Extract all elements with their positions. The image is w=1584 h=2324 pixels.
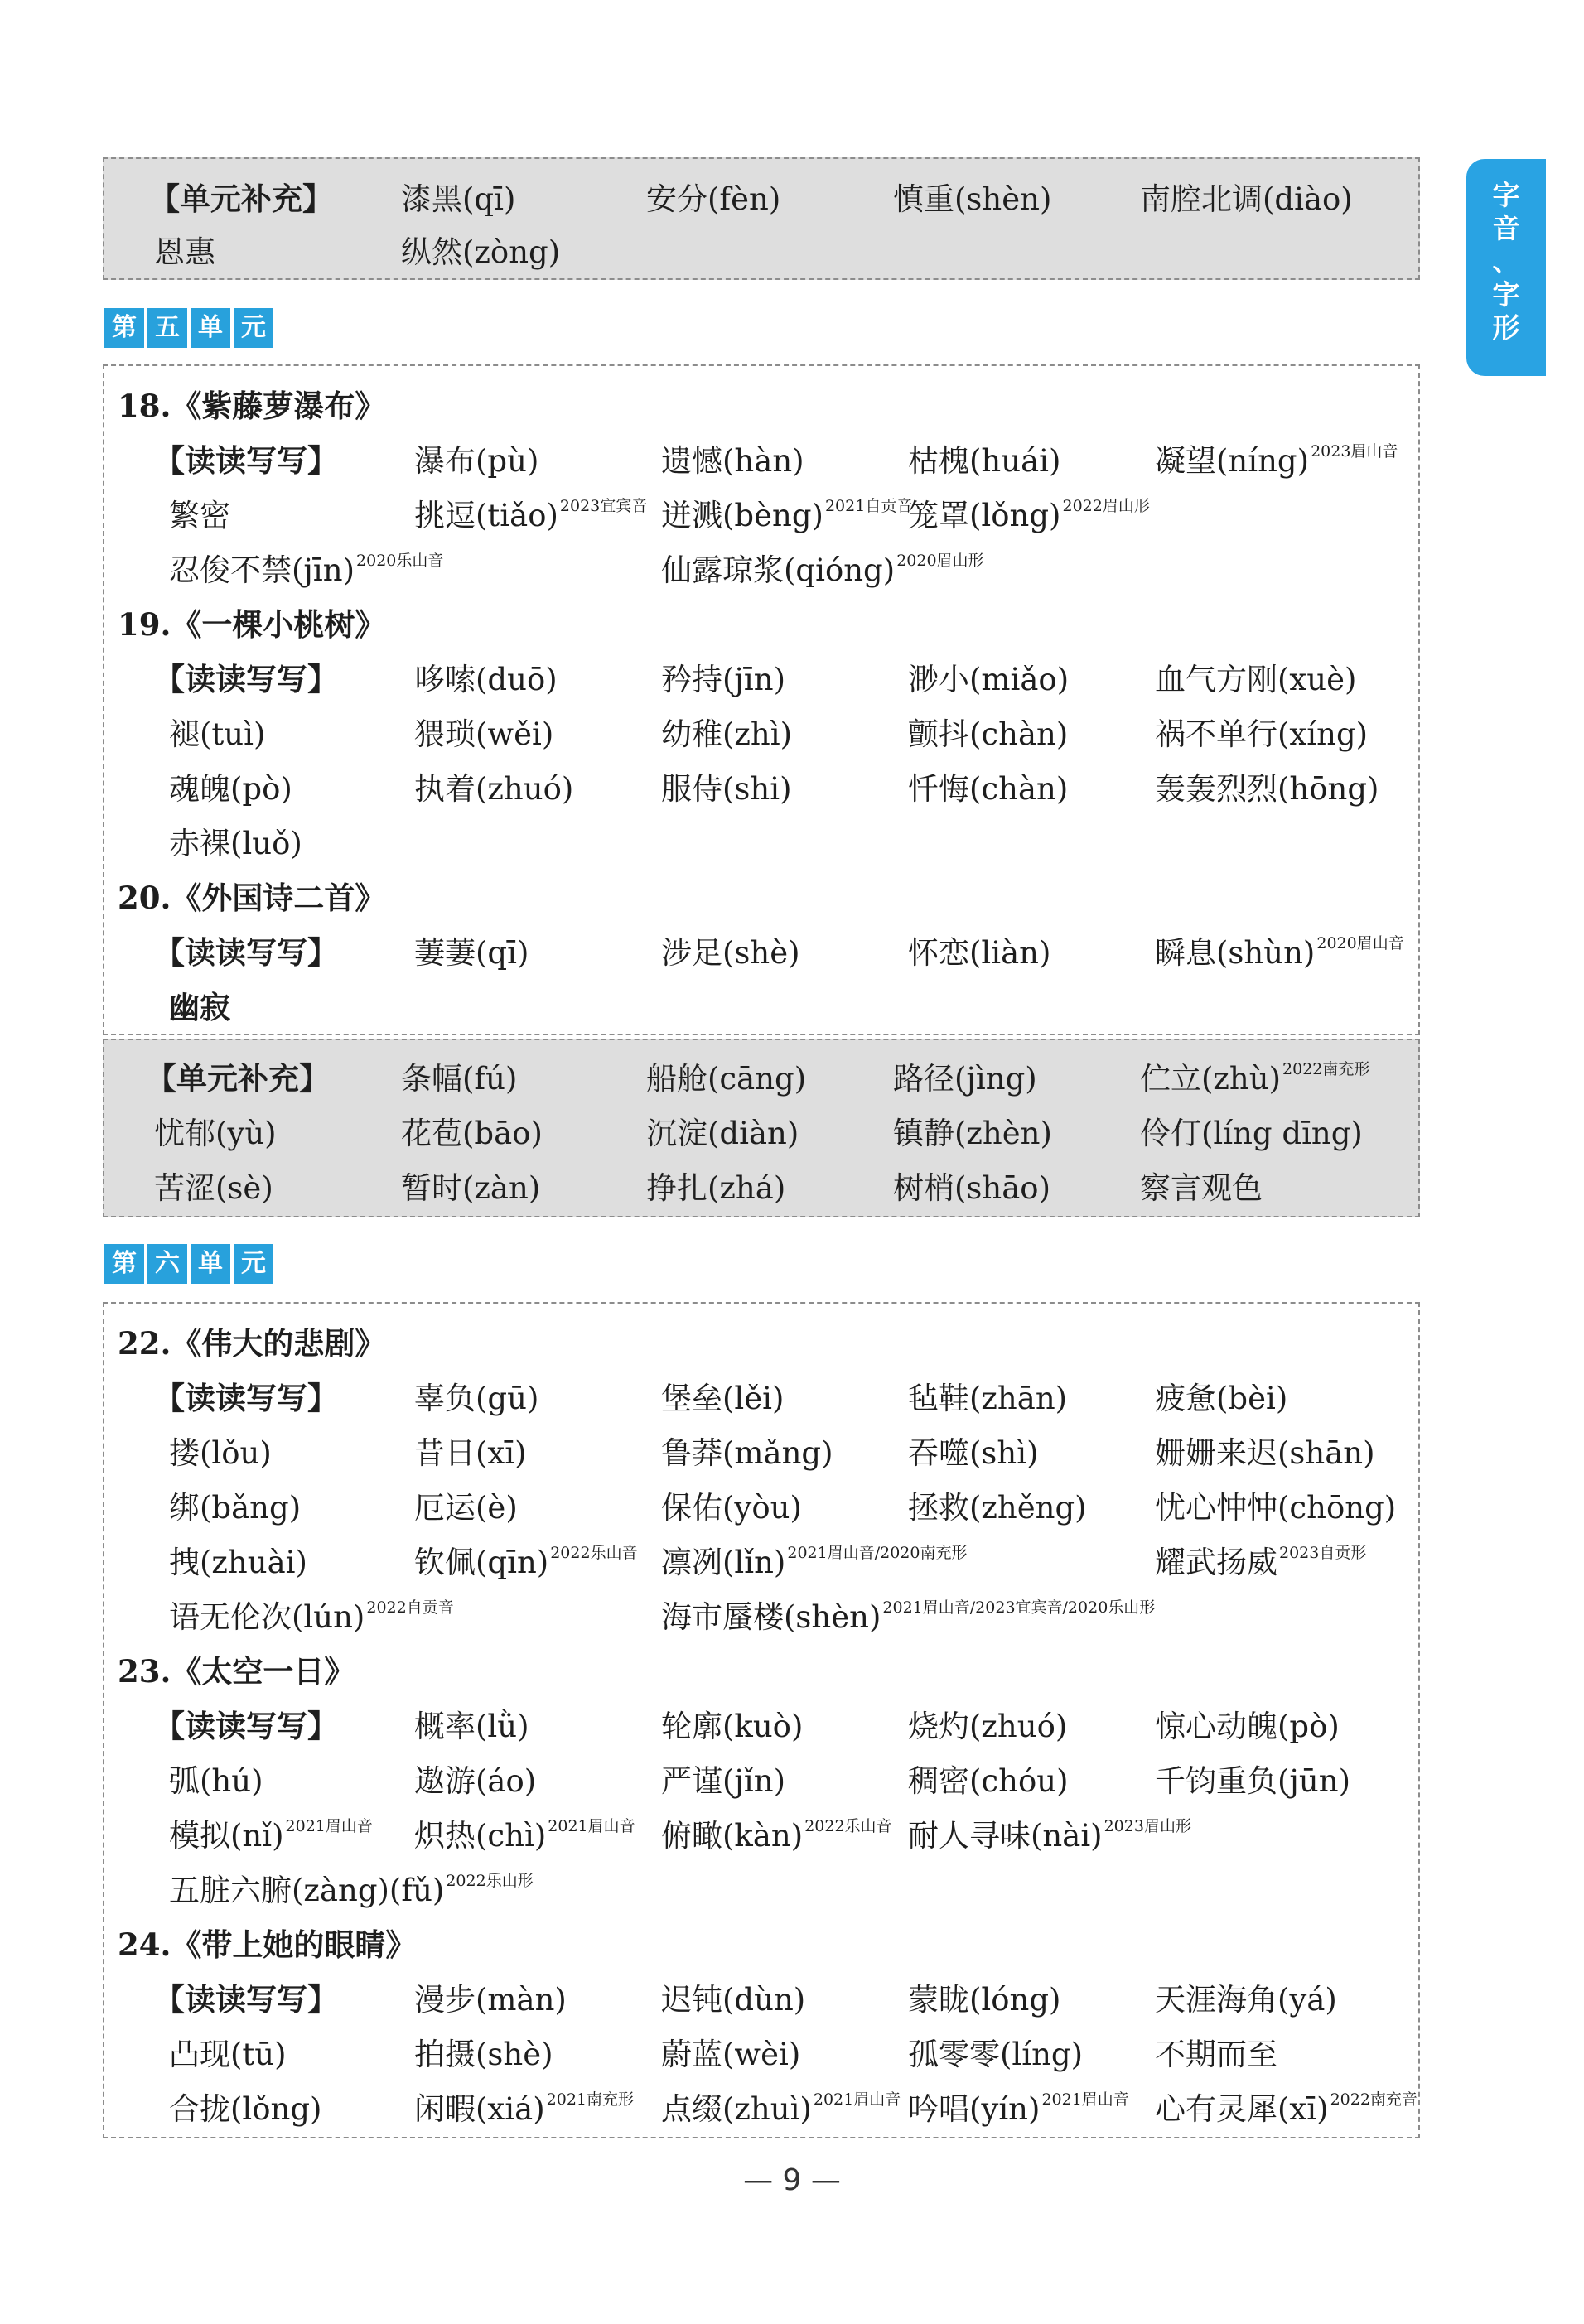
unit-heading-char: 单 — [191, 1244, 230, 1284]
word: 弧(hú) — [169, 1763, 263, 1799]
lesson-title: 22.《伟大的悲剧》 — [118, 1325, 386, 1362]
exam-note: 2021自贡音 — [824, 497, 913, 515]
exam-note: 2021眉山音 — [1041, 2090, 1129, 2109]
word: 挑逗(tiǎo) — [414, 498, 558, 533]
side-tab — [1466, 159, 1546, 376]
exam-note: 2023宜宾音 — [559, 497, 648, 515]
unit-6-heading — [104, 1244, 273, 1285]
section-label: 【读读写写】 — [154, 934, 338, 971]
exam-note: 2020眉山形 — [896, 552, 984, 570]
unit-5-heading — [104, 308, 273, 350]
word: 血气方刚(xuè) — [1155, 662, 1357, 697]
exam-note: 2023眉山音 — [1311, 442, 1398, 460]
word: 心有灵犀(xī) — [1155, 2091, 1329, 2127]
word: 耐人寻味(nài) — [908, 1818, 1103, 1854]
word: 钦佩(qīn) — [414, 1545, 549, 1580]
word: 俯瞰(kàn) — [661, 1818, 804, 1854]
word: 繁密 — [169, 498, 230, 533]
word: 幽寂 — [169, 989, 230, 1025]
word: 拯救(zhěng) — [908, 1490, 1087, 1526]
exam-note: 2021眉山音 — [813, 2090, 901, 2109]
section-label: 【读读写写】 — [154, 1708, 338, 1744]
word: 海市蜃楼(shèn) — [661, 1599, 881, 1635]
word: 褪(tuì) — [169, 716, 266, 752]
word: 概率(lǜ) — [414, 1709, 529, 1744]
word: 轮廓(kuò) — [661, 1709, 804, 1744]
lesson-title: 18.《紫藤萝瀑布》 — [118, 388, 386, 424]
side-tab-char: 形 — [1492, 311, 1520, 344]
side-tab-char: 字 — [1492, 278, 1520, 311]
word: 幼稚(zhì) — [661, 716, 793, 752]
side-tab-char: 字 — [1492, 179, 1520, 211]
word: 安分(fèn) — [646, 181, 781, 217]
word: 蒙眬(lóng) — [908, 1982, 1061, 2018]
word: 凸现(tū) — [169, 2037, 287, 2072]
word: 察言观色 — [1140, 1170, 1263, 1206]
word: 渺小(miǎo) — [908, 662, 1070, 697]
word: 萋萋(qī) — [414, 935, 529, 971]
unit-heading-char: 第 — [104, 1244, 144, 1284]
word: 怀恋(liàn) — [908, 935, 1051, 971]
word: 拍摄(shè) — [414, 2037, 553, 2072]
exam-note: 2020乐山音 — [356, 552, 444, 570]
word: 忧心忡忡(chōng) — [1155, 1490, 1397, 1526]
word: 模拟(nǐ) — [169, 1818, 284, 1854]
word: 慎重(shèn) — [893, 181, 1052, 217]
unit-heading-char: 元 — [234, 1244, 273, 1284]
word: 保佑(yòu) — [661, 1490, 802, 1526]
word: 执着(zhuó) — [414, 771, 574, 807]
word: 吞噬(shì) — [908, 1435, 1039, 1471]
lesson-title: 19.《一棵小桃树》 — [118, 606, 386, 643]
exam-note: 2022自贡音 — [366, 1598, 454, 1617]
exam-note: 2022乐山形 — [446, 1872, 534, 1890]
exam-note: 2022乐山音 — [550, 1544, 638, 1562]
exam-note: 2021眉山音/2020南充形 — [787, 1544, 968, 1562]
word: 漫步(màn) — [414, 1982, 567, 2018]
exam-note: 2022南充形 — [1282, 1060, 1370, 1078]
word: 五脏六腑(zàng)(fǔ) — [169, 1873, 445, 1908]
side-tab-char: 音 — [1492, 212, 1520, 244]
word: 姗姗来迟(shān) — [1155, 1435, 1375, 1471]
word: 疲惫(bèi) — [1155, 1381, 1288, 1416]
word: 忧郁(yù) — [154, 1116, 277, 1151]
word: 花苞(bāo) — [401, 1116, 543, 1151]
word: 魂魄(pò) — [169, 771, 292, 807]
word: 耀武扬威 — [1155, 1545, 1277, 1580]
unit-heading-char: 六 — [147, 1244, 187, 1284]
word: 纵然(zòng) — [401, 234, 561, 270]
word: 毡鞋(zhān) — [908, 1381, 1068, 1416]
word: 枯槐(huái) — [908, 443, 1061, 479]
word: 笼罩(lǒng) — [908, 498, 1061, 533]
word: 赤裸(luǒ) — [169, 826, 302, 861]
word: 迸溅(bèng) — [661, 498, 823, 533]
word: 千钧重负(jūn) — [1155, 1763, 1351, 1799]
unit-heading-char: 五 — [147, 308, 187, 348]
word: 严谨(jǐn) — [661, 1763, 786, 1799]
word: 镇静(zhèn) — [893, 1116, 1052, 1151]
section-label: 【读读写写】 — [154, 1981, 338, 2018]
exam-note: 2021眉山音 — [285, 1817, 373, 1835]
word: 不期而至 — [1155, 2037, 1277, 2072]
side-tab-char: 、 — [1492, 245, 1520, 277]
unit-heading-char: 第 — [104, 308, 144, 348]
word: 孤零零(líng) — [908, 2037, 1084, 2072]
word: 语无伦次(lún) — [169, 1599, 365, 1635]
word: 蔚蓝(wèi) — [661, 2037, 801, 2072]
word: 暂时(zàn) — [401, 1170, 541, 1206]
word: 厄运(è) — [414, 1490, 518, 1526]
word: 昔日(xī) — [414, 1435, 527, 1471]
exam-note: 2022乐山音 — [804, 1817, 892, 1835]
exam-note: 2022南充音 — [1330, 2090, 1417, 2109]
lesson-title: 23.《太空一日》 — [118, 1653, 355, 1690]
word: 合拢(lǒng) — [169, 2091, 322, 2127]
word: 遨游(áo) — [414, 1763, 537, 1799]
word: 拽(zhuài) — [169, 1545, 307, 1580]
lesson-title: 24.《带上她的眼睛》 — [118, 1926, 417, 1963]
word: 搂(lǒu) — [169, 1435, 272, 1471]
word: 哆嗦(duō) — [414, 662, 558, 697]
exam-note: 2021眉山音 — [548, 1817, 635, 1835]
exam-note: 2023眉山形 — [1103, 1817, 1191, 1835]
word: 服侍(shi) — [661, 771, 792, 807]
word: 凝望(níng) — [1155, 443, 1310, 479]
word: 凛冽(lǐn) — [661, 1545, 786, 1580]
exam-note: 2020眉山音 — [1316, 934, 1404, 952]
word: 树梢(shāo) — [893, 1170, 1051, 1206]
word: 炽热(chì) — [414, 1818, 547, 1854]
word: 沉淀(diàn) — [646, 1116, 799, 1151]
word: 忍俊不禁(jīn) — [169, 552, 355, 588]
word: 迟钝(dùn) — [661, 1982, 806, 2018]
top-supplement-label: 【单元补充】 — [149, 181, 333, 217]
word: 瀑布(pù) — [414, 443, 539, 479]
word: 烧灼(zhuó) — [908, 1709, 1068, 1744]
word: 堡垒(lěi) — [661, 1381, 785, 1416]
word: 苦涩(sè) — [154, 1170, 273, 1206]
page-number: — 9 — — [743, 2163, 841, 2197]
exam-note: 2022眉山形 — [1062, 497, 1150, 515]
unit-heading-char: 单 — [191, 308, 230, 348]
exam-note: 2021南充形 — [546, 2090, 634, 2109]
exam-note: 2023自贡形 — [1279, 1544, 1367, 1562]
lesson-title: 20.《外国诗二首》 — [118, 880, 386, 916]
unit-heading-char: 元 — [234, 308, 273, 348]
word: 遗憾(hàn) — [661, 443, 804, 479]
word: 闲暇(xiá) — [414, 2091, 545, 2127]
word: 恩惠 — [154, 234, 215, 270]
word: 路径(jìng) — [893, 1061, 1037, 1097]
word: 绑(bǎng) — [169, 1490, 302, 1526]
supplement-label: 【单元补充】 — [146, 1060, 330, 1097]
word: 祸不单行(xíng) — [1155, 716, 1369, 752]
word: 忏悔(chàn) — [908, 771, 1069, 807]
word: 船舱(cāng) — [646, 1061, 807, 1097]
word: 鲁莽(mǎng) — [661, 1435, 833, 1471]
word: 伶仃(líng dīng) — [1140, 1116, 1363, 1151]
word: 南腔北调(diào) — [1140, 181, 1353, 217]
word: 仙露琼浆(qióng) — [661, 552, 896, 588]
word: 辜负(gū) — [414, 1381, 539, 1416]
section-label: 【读读写写】 — [154, 661, 338, 697]
word: 矜持(jīn) — [661, 662, 786, 697]
word: 挣扎(zhá) — [646, 1170, 786, 1206]
word: 点缀(zhuì) — [661, 2091, 812, 2127]
word: 漆黑(qī) — [401, 181, 516, 217]
word: 伫立(zhù) — [1140, 1061, 1282, 1097]
word: 猥琐(wěi) — [414, 716, 554, 752]
exam-note: 2021眉山音/2023宜宾音/2020乐山形 — [882, 1598, 1156, 1617]
word: 瞬息(shùn) — [1155, 935, 1316, 971]
word: 稠密(chóu) — [908, 1763, 1069, 1799]
word: 吟唱(yín) — [908, 2091, 1041, 2127]
word: 轰轰烈烈(hōng) — [1155, 771, 1379, 807]
word: 惊心动魄(pò) — [1155, 1709, 1340, 1744]
word: 条幅(fú) — [401, 1061, 518, 1097]
word: 涉足(shè) — [661, 935, 800, 971]
word: 天涯海角(yá) — [1155, 1982, 1337, 2018]
word: 颤抖(chàn) — [908, 716, 1069, 752]
section-label: 【读读写写】 — [154, 442, 338, 479]
section-label: 【读读写写】 — [154, 1380, 338, 1416]
